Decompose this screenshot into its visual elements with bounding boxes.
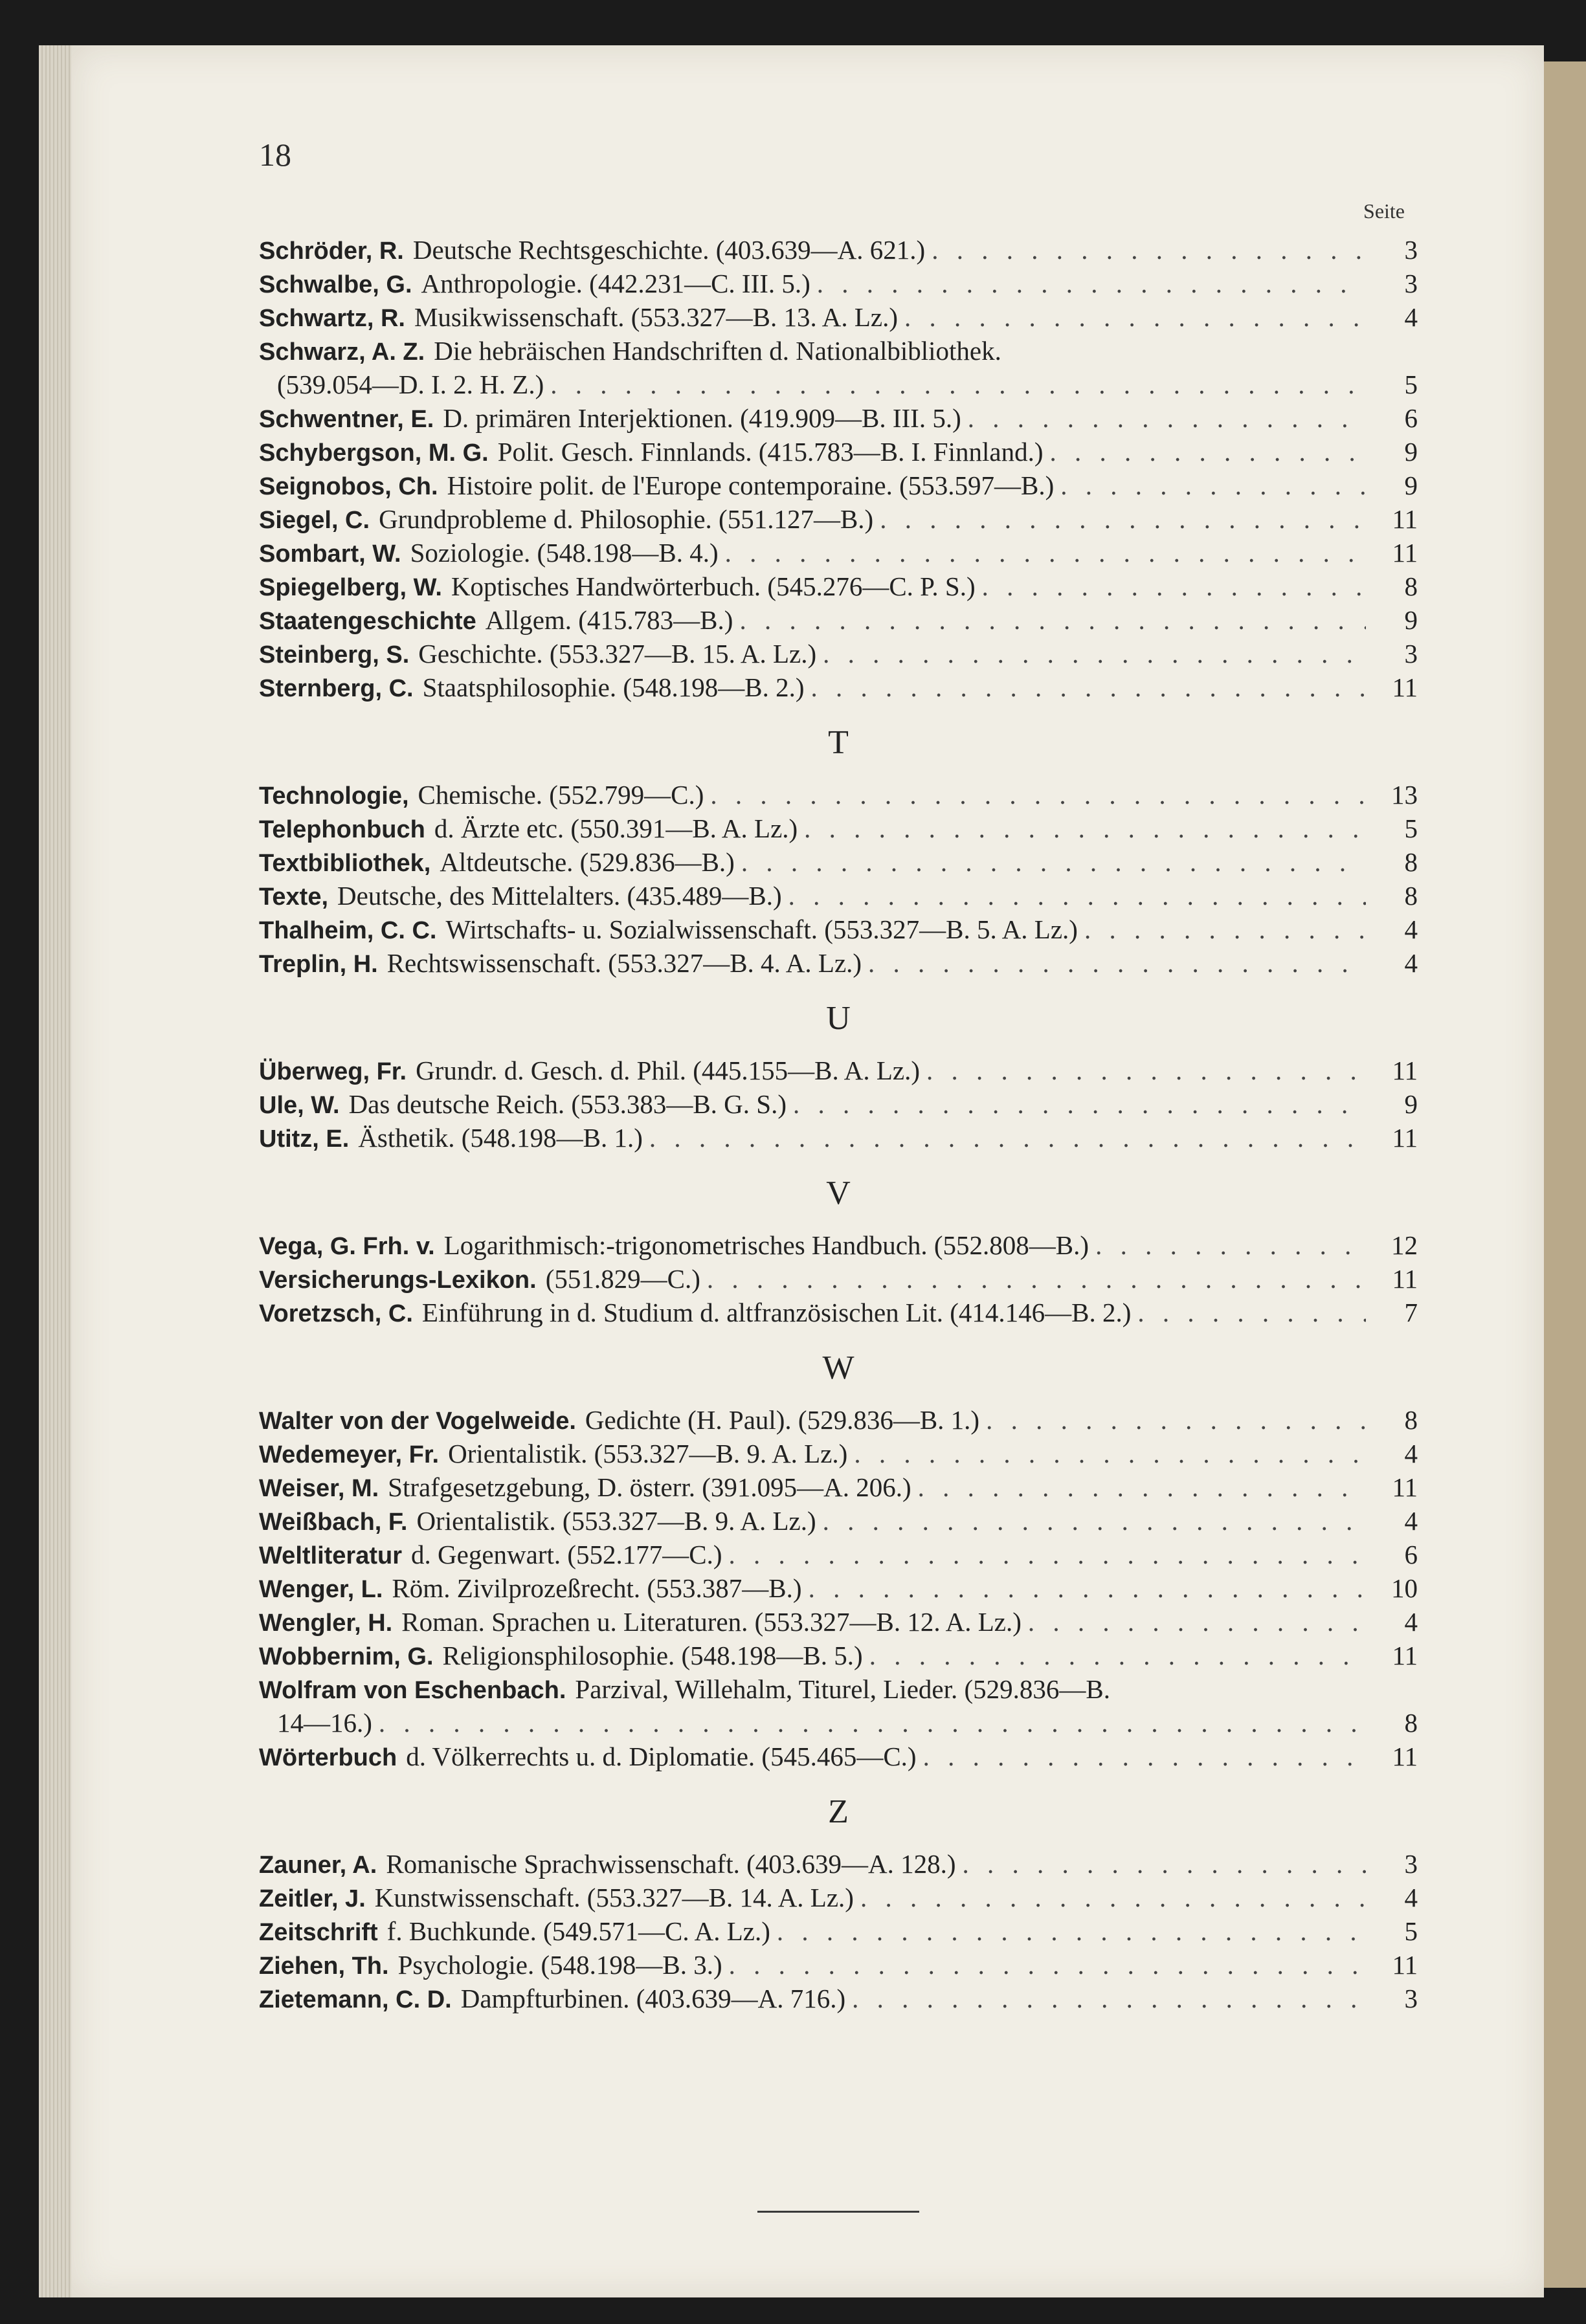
- index-entry: [259, 1262, 1418, 1296]
- index-entry: [259, 778, 1418, 812]
- index-entry: [259, 1982, 1418, 2015]
- entry-author: Schwartz, R.: [259, 305, 405, 332]
- entry-author: Wengler, H.: [259, 1610, 393, 1637]
- entry-title: Dampfturbinen. (403.639—A. 716.): [460, 1984, 846, 2013]
- entry-author: Thalheim, C. C.: [259, 917, 437, 944]
- entry-title: Parzival, Willehalm, Titurel, Lieder. (529.836—B.: [575, 1674, 1111, 1704]
- dot-leader: [854, 1437, 1366, 1470]
- index-entry: [259, 570, 1418, 603]
- index-entry: [259, 670, 1418, 704]
- entry-page: 3: [1404, 235, 1418, 265]
- entry-author: Sombart, W.: [259, 540, 401, 568]
- index-entry: [259, 1740, 1418, 1773]
- entry-page: 6: [1404, 1540, 1418, 1569]
- index-entry: [259, 300, 1418, 334]
- dot-leader: [739, 603, 1366, 637]
- entry-author: Wobbernim, G.: [259, 1643, 434, 1670]
- dot-leader: [869, 1639, 1366, 1672]
- entry-page: 5: [1404, 370, 1418, 399]
- entry-author: Wörterbuch: [259, 1744, 397, 1771]
- entry-page: 12: [1391, 1230, 1418, 1260]
- dot-leader: [963, 1847, 1366, 1881]
- end-rule: [757, 2211, 919, 2213]
- entry-title: Wirtschafts- u. Sozialwissenschaft. (553.327—B. 5. A. Lz.): [445, 914, 1078, 944]
- entry-page: 13: [1391, 780, 1418, 810]
- index-entry: [259, 1470, 1418, 1504]
- entry-title: Orientalistik. (553.327—B. 9. A. Lz.): [448, 1439, 848, 1468]
- dot-leader: [710, 778, 1366, 812]
- entry-page: 11: [1392, 1472, 1418, 1502]
- entry-title: Das deutsche Reich. (553.383—B. G. S.): [348, 1089, 787, 1119]
- entry-title: Anthropologie. (442.231—C. III. 5.): [421, 269, 810, 298]
- index-entry: [259, 1054, 1418, 1087]
- entry-page: 8: [1404, 847, 1418, 877]
- entry-author: Wedemeyer, Fr.: [259, 1441, 440, 1468]
- entry-title: Musikwissenschaft. (553.327—B. 13. A. Lz.): [414, 302, 899, 332]
- dot-leader: [707, 1262, 1366, 1296]
- entry-author: Telephonbuch: [259, 816, 425, 843]
- entry-page: 11: [1392, 672, 1418, 702]
- index-entry: [259, 1538, 1418, 1571]
- entry-title: Einführung in d. Studium d. altfranzösischen Lit. (414.146—B. 2.): [421, 1298, 1132, 1327]
- entry-title: Gedichte (H. Paul). (529.836—B. 1.): [585, 1405, 980, 1435]
- entry-page: 4: [1404, 1439, 1418, 1468]
- index-entry: [259, 233, 1418, 267]
- entry-page: 4: [1404, 1607, 1418, 1637]
- section-letter: V: [826, 1175, 851, 1212]
- entry-author: Walter von der Vogelweide.: [259, 1408, 576, 1435]
- dot-leader: [926, 1054, 1366, 1087]
- entry-page: 9: [1404, 437, 1418, 467]
- dot-leader: [804, 812, 1366, 845]
- dot-leader: [809, 1571, 1366, 1605]
- index-entry: [259, 1121, 1418, 1155]
- entry-author: Technologie,: [259, 782, 409, 810]
- entry-page: 4: [1404, 302, 1418, 332]
- index-entry: [259, 267, 1418, 300]
- dot-leader: [1050, 435, 1367, 469]
- entry-page: 9: [1404, 1089, 1418, 1119]
- entry-title: Roman. Sprachen u. Literaturen. (553.327—B. 12. A. Lz.): [401, 1607, 1022, 1637]
- dot-leader: [982, 570, 1366, 603]
- entry-title: Grundprobleme d. Philosophie. (551.127—B.): [379, 504, 874, 534]
- index-entry: [259, 1403, 1418, 1437]
- index-entry: [259, 603, 1418, 637]
- entry-title: Geschichte. (553.327—B. 15. A. Lz.): [418, 639, 817, 669]
- dot-leader: [918, 1470, 1366, 1504]
- dot-leader: [904, 300, 1366, 334]
- entry-title: Deutsche, des Mittelalters. (435.489—B.): [337, 881, 782, 911]
- entry-title: d. Gegenwart. (552.177—C.): [411, 1540, 722, 1569]
- index-entry: [259, 1087, 1418, 1121]
- entry-title: Staatsphilosophie. (548.198—B. 2.): [422, 672, 805, 702]
- entry-author: Zeitschrift: [259, 1919, 378, 1946]
- index-entry: [259, 1672, 1418, 1740]
- entry-title: Psychologie. (548.198—B. 3.): [397, 1950, 722, 1980]
- entry-author: Weltliteratur: [259, 1542, 403, 1569]
- entry-title: f. Buchkunde. (549.571—C. A. Lz.): [386, 1916, 770, 1946]
- dot-leader: [852, 1982, 1366, 2015]
- entry-author: Texte,: [259, 883, 329, 911]
- entry-page: 11: [1392, 1123, 1418, 1153]
- entry-author: Treplin, H.: [259, 951, 378, 978]
- entry-title: D. primären Interjektionen. (419.909—B. III. 5.): [443, 403, 961, 433]
- entry-author: Wolfram von Eschenbach.: [259, 1677, 566, 1704]
- entry-author: Staatengeschichte: [259, 608, 476, 635]
- entry-title: Koptisches Handwörterbuch. (545.276—C. P. S.): [451, 571, 976, 601]
- index-entry: [259, 1437, 1418, 1470]
- entry-author: Textbibliothek,: [259, 850, 431, 877]
- entry-title: Strafgesetzgebung, D. österr. (391.095—A. 206.): [388, 1472, 911, 1502]
- column-header-seite: Seite: [1363, 199, 1405, 223]
- index-entry: [259, 435, 1418, 469]
- entry-page: 6: [1404, 403, 1418, 433]
- entry-page: 5: [1404, 1916, 1418, 1946]
- index-entry: [259, 1605, 1418, 1639]
- dot-leader: [777, 1914, 1366, 1948]
- index-entry: [259, 1504, 1418, 1538]
- entry-title: Ästhetik. (548.198—B. 1.): [358, 1123, 643, 1153]
- dot-leader: [868, 946, 1366, 980]
- entry-page: 11: [1392, 1641, 1418, 1670]
- dot-leader: [968, 401, 1366, 435]
- entry-author: Weißbach, F.: [259, 1509, 408, 1536]
- entry-page: 3: [1404, 1984, 1418, 2013]
- entry-author: Zauner, A.: [259, 1852, 377, 1879]
- entry-page: 4: [1404, 948, 1418, 978]
- dot-leader: [811, 670, 1366, 704]
- index-entry: [259, 334, 1418, 401]
- dot-leader: [379, 1706, 1366, 1740]
- dot-leader: [649, 1121, 1366, 1155]
- index-entry: [259, 502, 1418, 536]
- entry-page: 11: [1392, 1742, 1418, 1771]
- entry-author: Vega, G. Frh. v.: [259, 1233, 435, 1260]
- dot-leader: [729, 1538, 1366, 1571]
- entry-page: 7: [1404, 1298, 1418, 1327]
- entry-author: Ule, W.: [259, 1092, 340, 1119]
- index-entry: [259, 1847, 1418, 1881]
- section-letter: W: [822, 1349, 854, 1386]
- facing-page-edge: [1544, 61, 1586, 2288]
- entry-title: Soziologie. (548.198—B. 4.): [410, 538, 719, 568]
- entry-title: Chemische. (552.799—C.): [418, 780, 704, 810]
- entry-author: Voretzsch, C.: [259, 1300, 413, 1327]
- entry-page: 8: [1404, 1708, 1418, 1738]
- index-entry: [259, 946, 1418, 980]
- dot-leader: [550, 368, 1366, 401]
- entry-title: Logarithmisch:-trigonometrisches Handbuch. (552.808—B.): [443, 1230, 1089, 1260]
- index-entry: [259, 1881, 1418, 1914]
- index-entry: [259, 469, 1418, 502]
- entry-line-continued: [259, 368, 1418, 401]
- index-entry: [259, 1948, 1418, 1982]
- entry-title: Röm. Zivilprozeßrecht. (553.387—B.): [392, 1573, 802, 1603]
- index-entry: [259, 879, 1418, 913]
- section-letter: Z: [828, 1793, 849, 1830]
- dot-leader: [986, 1403, 1366, 1437]
- entry-line: [259, 334, 1418, 368]
- entry-author: Weiser, M.: [259, 1475, 379, 1502]
- entry-page: 10: [1391, 1573, 1418, 1603]
- entry-author: Ziehen, Th.: [259, 1953, 389, 1980]
- entry-title: Deutsche Rechtsgeschichte. (403.639—A. 621.): [412, 235, 926, 265]
- dot-leader: [1060, 469, 1366, 502]
- dot-leader: [923, 1740, 1366, 1773]
- entry-title: Altdeutsche. (529.836—B.): [440, 847, 735, 877]
- entry-page: 8: [1404, 881, 1418, 911]
- entry-page: 8: [1404, 1405, 1418, 1435]
- entry-page: 4: [1404, 1883, 1418, 1912]
- dot-leader: [817, 267, 1366, 300]
- entry-title: Romanische Sprachwissenschaft. (403.639—A. 128.): [386, 1849, 956, 1879]
- index-entry: [259, 1639, 1418, 1672]
- dot-leader: [860, 1881, 1366, 1914]
- entry-page: 11: [1392, 1264, 1418, 1294]
- entry-author: Schwalbe, G.: [259, 271, 412, 298]
- entry-page: 8: [1404, 571, 1418, 601]
- entry-title: d. Völkerrechts u. d. Diplomatie. (545.465—C.): [406, 1742, 917, 1771]
- section-letter: T: [828, 724, 849, 761]
- entry-title: Orientalistik. (553.327—B. 9. A. Lz.): [416, 1506, 816, 1536]
- entry-author: Wenger, L.: [259, 1576, 383, 1603]
- entry-author: Schwarz, A. Z.: [259, 338, 425, 366]
- entry-author: Zeitler, J.: [259, 1885, 366, 1912]
- index-entry: [259, 812, 1418, 845]
- dot-leader: [725, 536, 1366, 570]
- entry-page: 9: [1404, 605, 1418, 635]
- entry-page: 11: [1392, 1950, 1418, 1980]
- entry-title: (551.829—C.): [545, 1264, 700, 1294]
- entry-page: 4: [1404, 1506, 1418, 1536]
- entry-author: Seignobos, Ch.: [259, 473, 438, 500]
- index-entry: [259, 536, 1418, 570]
- dot-leader: [788, 879, 1366, 913]
- entry-title: Grundr. d. Gesch. d. Phil. (445.155—B. A. Lz.): [416, 1056, 921, 1085]
- entry-page: 5: [1404, 813, 1418, 843]
- dot-leader: [1028, 1605, 1366, 1639]
- entry-author: Schwentner, E.: [259, 406, 434, 433]
- entry-title: Die hebräischen Handschriften d. Nationalbibliothek.: [434, 336, 1001, 366]
- entry-line-continued: [259, 1706, 1418, 1740]
- dot-leader: [823, 1504, 1366, 1538]
- entry-author: Sternberg, C.: [259, 675, 414, 702]
- entry-title: Kunstwissenschaft. (553.327—B. 14. A. Lz.): [374, 1883, 854, 1912]
- entry-title: Polit. Gesch. Finnlands. (415.783—B. I. Finnland.): [497, 437, 1044, 467]
- index-entry: [259, 1296, 1418, 1329]
- entry-page: 3: [1404, 639, 1418, 669]
- entry-page: 9: [1404, 470, 1418, 500]
- index-entry: [259, 401, 1418, 435]
- dot-leader: [932, 233, 1366, 267]
- entry-author: Spiegelberg, W.: [259, 574, 442, 601]
- dot-leader: [741, 845, 1366, 879]
- entry-page: 3: [1404, 269, 1418, 298]
- entry-title: d. Ärzte etc. (550.391—B. A. Lz.): [434, 813, 798, 843]
- index-entries: [259, 233, 1418, 2015]
- index-entry: [259, 845, 1418, 879]
- section-letter: U: [826, 1000, 851, 1037]
- index-entry: [259, 1571, 1418, 1605]
- entry-author: Versicherungs-Lexikon.: [259, 1267, 537, 1294]
- entry-title: Rechtswissenschaft. (553.327—B. 4. A. Lz.): [386, 948, 862, 978]
- dot-leader: [729, 1948, 1366, 1982]
- page-number: 18: [259, 137, 291, 173]
- entry-author: Zietemann, C. D.: [259, 1986, 452, 2013]
- entry-page: 11: [1392, 1056, 1418, 1085]
- dot-leader: [793, 1087, 1366, 1121]
- dot-leader: [823, 637, 1366, 670]
- entry-title: Religionsphilosophie. (548.198—B. 5.): [442, 1641, 863, 1670]
- entry-title: Histoire polit. de l'Europe contemporaine. (553.597—B.): [447, 470, 1055, 500]
- index-entry: [259, 913, 1418, 946]
- entry-title: Allgem. (415.783—B.): [485, 605, 733, 635]
- dot-leader: [1095, 1228, 1366, 1262]
- index-entry: [259, 1914, 1418, 1948]
- page-stack-edge: [39, 45, 71, 2297]
- dot-leader: [1137, 1296, 1366, 1329]
- entry-page: 3: [1404, 1849, 1418, 1879]
- entry-author: Schybergson, M. G.: [259, 439, 489, 467]
- entry-title-continued: 14—16.): [277, 1708, 372, 1738]
- entry-author: Utitz, E.: [259, 1125, 350, 1153]
- dot-leader: [1084, 913, 1366, 946]
- entry-author: Siegel, C.: [259, 507, 370, 534]
- entry-page: 11: [1392, 538, 1418, 568]
- entry-page: 4: [1404, 914, 1418, 944]
- entry-line: [259, 1672, 1418, 1706]
- entry-page: 11: [1392, 504, 1418, 534]
- entry-author: Steinberg, S.: [259, 641, 410, 669]
- entry-author: Überweg, Fr.: [259, 1058, 407, 1085]
- index-entry: [259, 1228, 1418, 1262]
- entry-author: Schröder, R.: [259, 238, 404, 265]
- index-entry: [259, 637, 1418, 670]
- entry-title-continued: (539.054—D. I. 2. H. Z.): [277, 370, 544, 399]
- dot-leader: [880, 502, 1366, 536]
